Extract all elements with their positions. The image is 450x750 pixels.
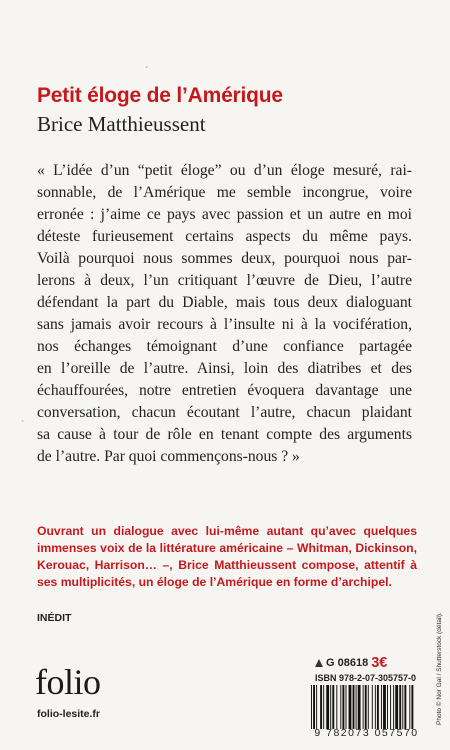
barcode-bar	[349, 685, 352, 729]
barcode-bar	[316, 685, 317, 729]
isbn: ISBN 978-2-07-305757-0	[315, 673, 417, 683]
quote-line: « L’idée d’un “petit éloge” ou d’un éloge mesuré, rai-	[37, 162, 412, 179]
barcode-bar	[311, 685, 312, 729]
print-mark: `	[21, 420, 25, 431]
quote-line: nos échanges témoignant d’une confiance partagée	[37, 338, 412, 355]
barcode-bar	[342, 685, 344, 729]
quote-line: Voilà pourquoi nous sommes deux, pourquoi nous par-	[37, 250, 412, 267]
barcode-bar	[375, 685, 376, 729]
barcode-bar	[368, 685, 369, 729]
book-author: Brice Matthieussent	[37, 112, 206, 136]
barcode-bar	[346, 685, 347, 729]
barcode-bar	[363, 685, 364, 729]
barcode-bar	[330, 685, 331, 729]
barcode-bar	[399, 685, 401, 729]
blurb-line: immenses voix de la littérature américaine – Whitman, Dickinson,	[37, 541, 417, 555]
triangle-icon	[315, 659, 323, 667]
blurb-line: Ouvrant un dialogue avec lui-même autant qu’avec quelques	[37, 524, 417, 538]
barcode-bar	[353, 685, 355, 729]
barcode-number: 9 782073 057570	[314, 727, 419, 739]
publisher-website: folio-lesite.fr	[37, 708, 101, 720]
price: 3€	[371, 655, 388, 671]
quote-line: conversation, chacun écoutant l’autre, chacun plaidant	[37, 404, 412, 421]
barcode-bar	[381, 685, 382, 729]
barcode-bar	[358, 685, 361, 729]
barcode-bar	[323, 685, 324, 729]
barcode-bar	[313, 685, 315, 729]
barcode	[309, 685, 424, 729]
barcode-bar	[395, 685, 398, 729]
quote-line: défendant la part du Diable, mais tous deux dialoguant	[37, 294, 412, 311]
quote-line: sa cause à tour de rôle en tenant compte des arguments	[37, 426, 412, 443]
quote-line: sans jamais avoir recours à l’insulte ni à la vocifération,	[37, 316, 412, 333]
print-mark: ´	[145, 66, 149, 77]
blurb-line: ses multiplicités, un éloge de l’Amérique en forme d’archipel.	[37, 575, 392, 589]
barcode-bar	[340, 685, 341, 729]
barcode-bar	[393, 685, 394, 729]
barcode-bar	[390, 685, 391, 729]
barcode-bar	[332, 685, 334, 729]
quote-line: lerons à deux, l’un critiquant l’œuvre de Dieu, l’autre	[37, 272, 412, 289]
barcode-bar	[383, 685, 386, 729]
barcode-bar	[404, 685, 406, 729]
barcode-bar	[377, 685, 379, 729]
barcode-bar	[326, 685, 329, 729]
quote-line: échauffourées, notre entretien évoquera davantage une	[37, 382, 412, 399]
folio-logo: folio	[35, 662, 101, 702]
quote-line: de l’autre. Par quoi commençons-nous ? »	[37, 448, 300, 465]
quote-line: déteste furieusement certains aspects du même pays.	[37, 228, 412, 245]
barcode-bar	[372, 685, 373, 729]
barcode-bar	[387, 685, 388, 729]
book-title: Petit éloge de l’Amérique	[37, 84, 283, 107]
barcode-bar	[365, 685, 367, 729]
barcode-bar	[320, 685, 322, 729]
photo-credit: Photo © Nor Gal / Shutterstock (détail).	[436, 612, 443, 725]
inedit-label: INÉDIT	[37, 612, 72, 624]
barcode-bar	[336, 685, 337, 729]
barcode-bar	[356, 685, 357, 729]
product-code: G 08618	[326, 657, 369, 669]
product-code-line	[315, 655, 387, 671]
barcode-bar	[409, 685, 410, 729]
back-cover-quote	[37, 160, 412, 468]
quote-line: en l’oreille de l’autre. Ainsi, loin des diatribes et des	[37, 360, 412, 377]
barcode-bar	[411, 685, 413, 729]
blurb	[37, 523, 417, 591]
blurb-line: Kerouac, Harrison… –, Brice Matthieussent compose, attentif à	[37, 558, 417, 572]
quote-line: sonnable, de l’Amérique me semble incongrue, voire	[37, 184, 412, 201]
barcode-bar	[402, 685, 403, 729]
quote-line: erronée : j’aime ce pays avec passion et un autre en moi	[37, 206, 412, 223]
